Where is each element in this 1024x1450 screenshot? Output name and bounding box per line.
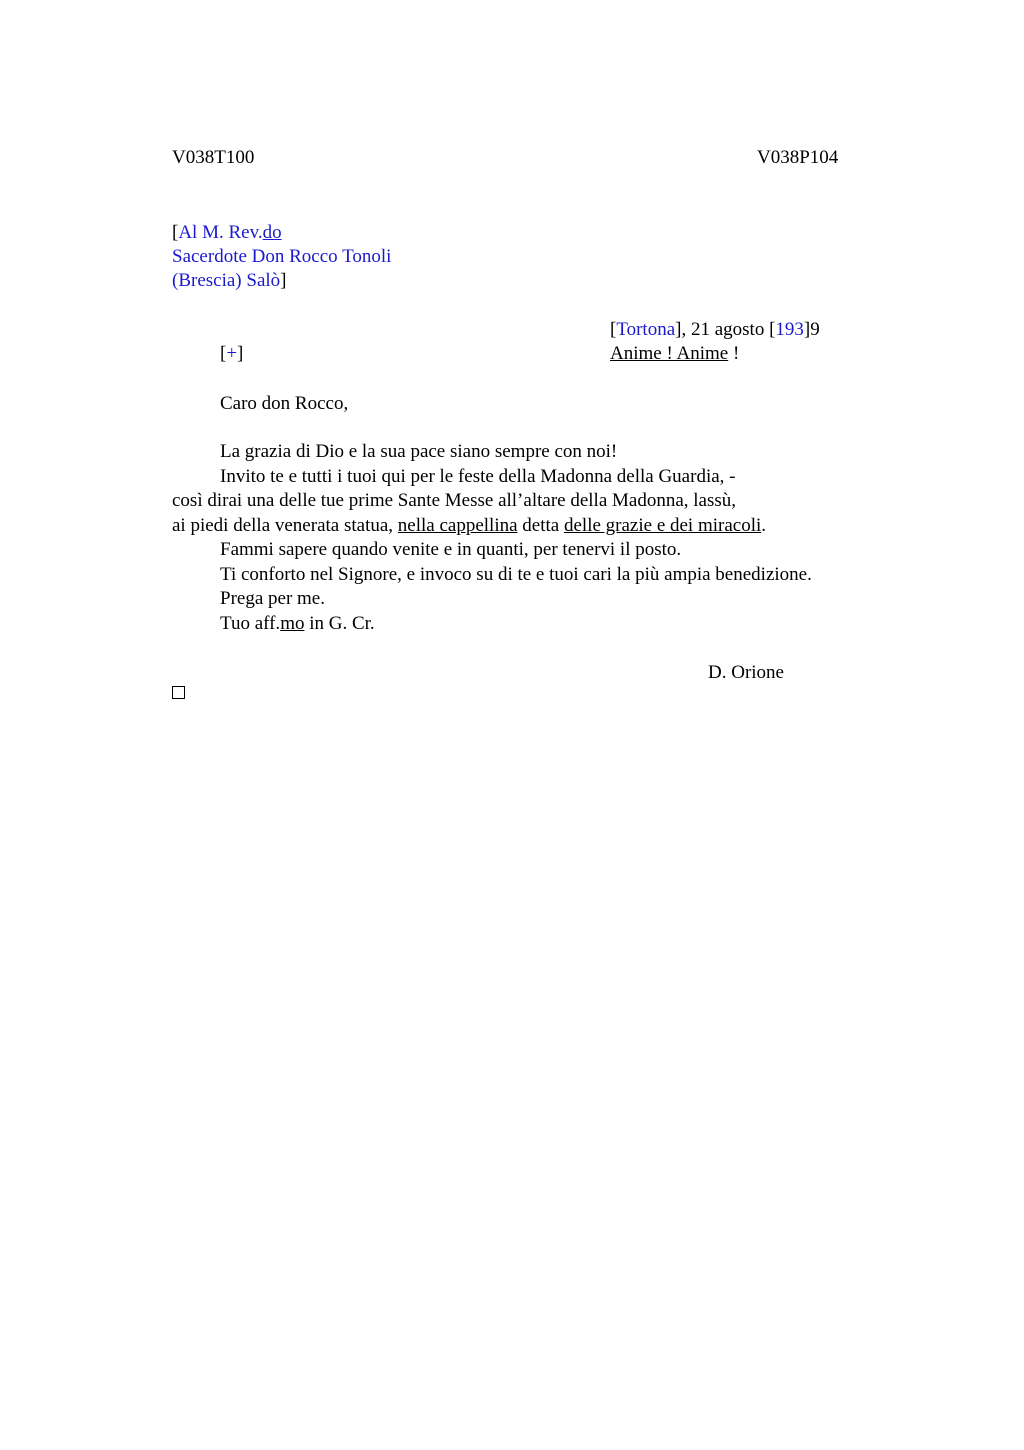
- address-line-3: [172, 269, 286, 293]
- body-line-5: Fammi sapere quando venite e in quanti, per tenervi il posto.: [220, 539, 682, 560]
- dateline-place: Tortona: [616, 319, 676, 340]
- body-line-4: ai piedi della venerata statua, nella cappellina detta delle grazie e dei miracoli.: [172, 515, 767, 536]
- address-line-1: [172, 221, 282, 245]
- document-code-right: V038P104: [757, 147, 839, 168]
- body-line-6: Ti conforto nel Signore, e invoco su di te e tuoi cari la più ampia benedizione.: [220, 564, 812, 585]
- checkbox-square-icon: [172, 686, 185, 699]
- body-line-3: così dirai una delle tue prime Sante Messe all’altare della Madonna, lassù,: [172, 490, 737, 511]
- dateline-year: 193: [775, 319, 804, 340]
- closing-abbrev: mo: [280, 613, 305, 634]
- closing-line: Tuo aff.mo in G. Cr.: [220, 613, 375, 634]
- body-line-1: La grazia di Dio e la sua pace siano sempre con noi!: [220, 441, 618, 462]
- underlined-grazie: delle grazie e dei miracoli: [563, 515, 762, 536]
- address-title-suffix: do: [262, 222, 282, 243]
- address-bracket-close: ]: [280, 270, 287, 291]
- dateline: [Tortona], 21 agosto [193]9: [610, 319, 820, 340]
- motto-text: Anime ! Anime: [610, 343, 729, 364]
- document-code-left: V038T100: [172, 147, 255, 168]
- address-title: Al M. Rev.: [178, 222, 263, 243]
- body-line-7: Prega per me.: [220, 588, 325, 609]
- address-place: (Brescia) Salò: [172, 270, 281, 291]
- address-bracket-open: [: [172, 222, 179, 243]
- body-line-2: Invito te e tutti i tuoi qui per le feste della Madonna della Guardia, -: [220, 466, 736, 487]
- signature: D. Orione: [708, 662, 784, 683]
- cross-symbol: +: [226, 343, 238, 364]
- cross-mark: [+]: [220, 343, 244, 364]
- address-line-2: Sacerdote Don Rocco Tonoli: [172, 246, 392, 267]
- motto: Anime ! Anime !: [610, 343, 740, 364]
- underlined-cappellina: nella cappellina: [397, 515, 518, 536]
- salutation: Caro don Rocco,: [220, 393, 349, 414]
